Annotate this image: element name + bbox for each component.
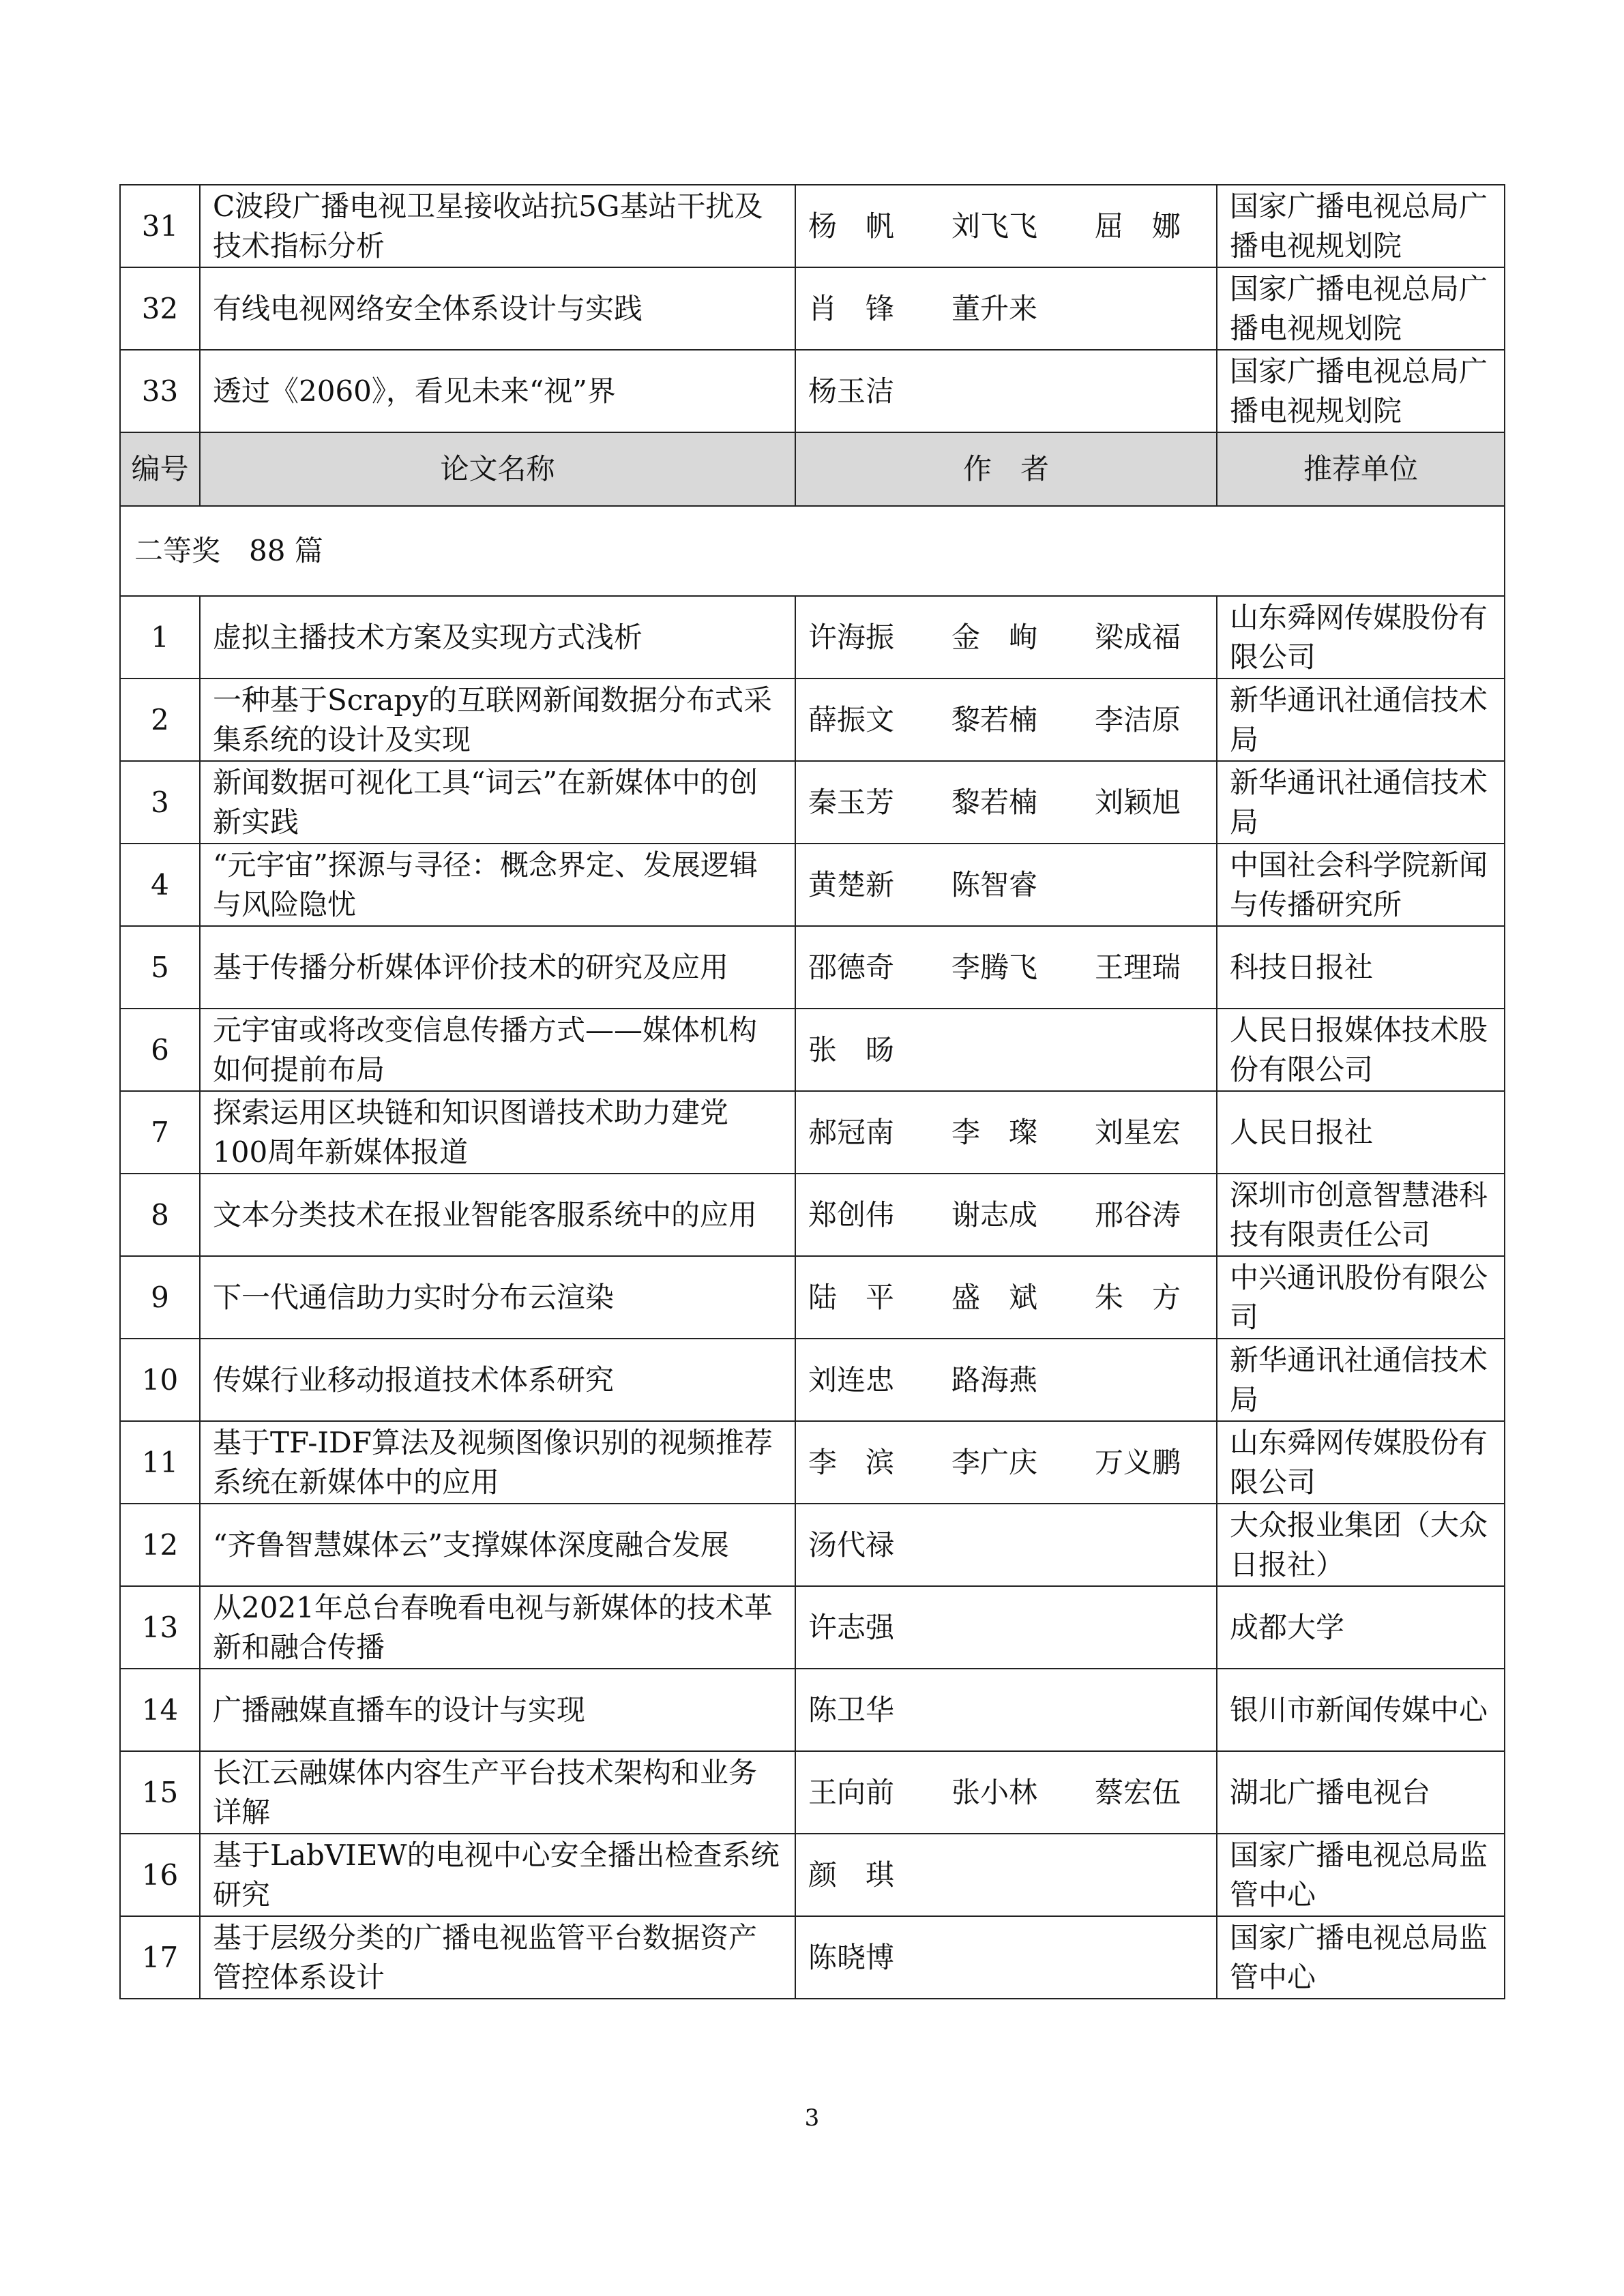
cell-paper-title: 广播融媒直播车的设计与实现 <box>200 1669 795 1751</box>
table-row <box>120 679 1505 761</box>
cell-number: 4 <box>120 844 200 926</box>
cell-paper-title: 基于层级分类的广播电视监管平台数据资产管控体系设计 <box>200 1916 795 1999</box>
cell-organization: 银川市新闻传媒中心 <box>1217 1669 1505 1751</box>
table-row <box>120 1586 1505 1669</box>
cell-paper-title: “齐鲁智慧媒体云”支撑媒体深度融合发展 <box>200 1504 795 1586</box>
cell-paper-title: 虚拟主播技术方案及实现方式浅析 <box>200 596 795 679</box>
cell-organization: 新华通讯社通信技术局 <box>1217 1339 1505 1421</box>
table-row <box>120 761 1505 844</box>
cell-organization: 人民日报媒体技术股份有限公司 <box>1217 1009 1505 1091</box>
cell-authors: 肖 锋 董升来 <box>795 267 1217 350</box>
table-row <box>120 267 1505 350</box>
cell-organization: 国家广播电视总局广播电视规划院 <box>1217 185 1505 267</box>
cell-number: 1 <box>120 596 200 679</box>
cell-organization: 新华通讯社通信技术局 <box>1217 679 1505 761</box>
cell-organization: 大众报业集团（大众日报社） <box>1217 1504 1505 1586</box>
cell-number: 14 <box>120 1669 200 1751</box>
cell-authors: 杨 帆 刘飞飞 屈 娜 <box>795 185 1217 267</box>
cell-number: 6 <box>120 1009 200 1091</box>
section-row <box>120 506 1505 596</box>
cell-paper-title: 探索运用区块链和知识图谱技术助力建党100周年新媒体报道 <box>200 1091 795 1174</box>
cell-organization: 人民日报社 <box>1217 1091 1505 1174</box>
cell-authors: 颜 琪 <box>795 1834 1217 1916</box>
cell-paper-title: 文本分类技术在报业智能客服系统中的应用 <box>200 1174 795 1256</box>
cell-authors: 刘连忠 路海燕 <box>795 1339 1217 1421</box>
cell-number: 8 <box>120 1174 200 1256</box>
cell-number: 5 <box>120 926 200 1009</box>
cell-authors: 邵德奇 李腾飞 王理瑞 <box>795 926 1217 1009</box>
cell-number: 9 <box>120 1256 200 1339</box>
cell-organization: 新华通讯社通信技术局 <box>1217 761 1505 844</box>
cell-authors: 黄楚新 陈智睿 <box>795 844 1217 926</box>
header-org: 推荐单位 <box>1217 432 1505 506</box>
table-header <box>120 432 1505 596</box>
table-row <box>120 1421 1505 1504</box>
table-body-second-prize <box>120 596 1505 1999</box>
cell-authors: 陆 平 盛 斌 朱 方 <box>795 1256 1217 1339</box>
cell-organization: 成都大学 <box>1217 1586 1505 1669</box>
cell-paper-title: 传媒行业移动报道技术体系研究 <box>200 1339 795 1421</box>
header-authors: 作 者 <box>795 432 1217 506</box>
table-row <box>120 1339 1505 1421</box>
cell-paper-title: “元宇宙”探源与寻径：概念界定、发展逻辑与风险隐忧 <box>200 844 795 926</box>
cell-paper-title: 一种基于Scrapy的互联网新闻数据分布式采集系统的设计及实现 <box>200 679 795 761</box>
cell-organization: 国家广播电视总局广播电视规划院 <box>1217 350 1505 432</box>
table-row <box>120 1256 1505 1339</box>
table-row <box>120 1174 1505 1256</box>
table-row <box>120 350 1505 432</box>
cell-authors: 郑创伟 谢志成 邢谷涛 <box>795 1174 1217 1256</box>
cell-organization: 中国社会科学院新闻与传播研究所 <box>1217 844 1505 926</box>
cell-number: 17 <box>120 1916 200 1999</box>
cell-organization: 湖北广播电视台 <box>1217 1751 1505 1834</box>
table-row <box>120 1751 1505 1834</box>
cell-authors: 李 滨 李广庆 万义鹏 <box>795 1421 1217 1504</box>
header-num: 编号 <box>120 432 200 506</box>
cell-paper-title: 有线电视网络安全体系设计与实践 <box>200 267 795 350</box>
cell-paper-title: 长江云融媒体内容生产平台技术架构和业务详解 <box>200 1751 795 1834</box>
cell-number: 11 <box>120 1421 200 1504</box>
cell-authors: 郝冠南 李 璨 刘星宏 <box>795 1091 1217 1174</box>
table-row <box>120 596 1505 679</box>
cell-authors: 张 旸 <box>795 1009 1217 1091</box>
cell-organization: 深圳市创意智慧港科技有限责任公司 <box>1217 1174 1505 1256</box>
header-row <box>120 432 1505 506</box>
cell-organization: 中兴通讯股份有限公司 <box>1217 1256 1505 1339</box>
cell-paper-title: 从2021年总台春晚看电视与新媒体的技术革新和融合传播 <box>200 1586 795 1669</box>
cell-organization: 山东舜网传媒股份有限公司 <box>1217 596 1505 679</box>
cell-number: 13 <box>120 1586 200 1669</box>
cell-number: 7 <box>120 1091 200 1174</box>
page-number: 3 <box>804 2104 820 2132</box>
cell-paper-title: C波段广播电视卫星接收站抗5G基站干扰及技术指标分析 <box>200 185 795 267</box>
cell-paper-title: 基于LabVIEW的电视中心安全播出检查系统研究 <box>200 1834 795 1916</box>
cell-authors: 陈卫华 <box>795 1669 1217 1751</box>
cell-organization: 国家广播电视总局监管中心 <box>1217 1834 1505 1916</box>
table-row <box>120 1669 1505 1751</box>
cell-paper-title: 基于TF-IDF算法及视频图像识别的视频推荐系统在新媒体中的应用 <box>200 1421 795 1504</box>
cell-paper-title: 元宇宙或将改变信息传播方式——媒体机构如何提前布局 <box>200 1009 795 1091</box>
cell-authors: 许志强 <box>795 1586 1217 1669</box>
cell-authors: 许海振 金 峋 梁成福 <box>795 596 1217 679</box>
cell-number: 15 <box>120 1751 200 1834</box>
awards-table <box>119 184 1505 1999</box>
section-label: 二等奖 88 篇 <box>120 506 1505 596</box>
table-row <box>120 1916 1505 1999</box>
cell-paper-title: 下一代通信助力实时分布云渲染 <box>200 1256 795 1339</box>
cell-number: 16 <box>120 1834 200 1916</box>
table-row <box>120 1504 1505 1586</box>
cell-authors: 王向前 张小林 蔡宏伍 <box>795 1751 1217 1834</box>
cell-number: 2 <box>120 679 200 761</box>
cell-organization: 科技日报社 <box>1217 926 1505 1009</box>
cell-authors: 薛振文 黎若楠 李洁原 <box>795 679 1217 761</box>
cell-organization: 山东舜网传媒股份有限公司 <box>1217 1421 1505 1504</box>
table-body-continued <box>120 185 1505 432</box>
table-row <box>120 1834 1505 1916</box>
cell-organization: 国家广播电视总局监管中心 <box>1217 1916 1505 1999</box>
table-row <box>120 1009 1505 1091</box>
cell-authors: 杨玉洁 <box>795 350 1217 432</box>
cell-paper-title: 透过《2060》，看见未来“视”界 <box>200 350 795 432</box>
cell-authors: 秦玉芳 黎若楠 刘颖旭 <box>795 761 1217 844</box>
cell-number: 31 <box>120 185 200 267</box>
table-row <box>120 1091 1505 1174</box>
cell-number: 33 <box>120 350 200 432</box>
cell-number: 3 <box>120 761 200 844</box>
cell-organization: 国家广播电视总局广播电视规划院 <box>1217 267 1505 350</box>
cell-number: 10 <box>120 1339 200 1421</box>
cell-authors: 汤代禄 <box>795 1504 1217 1586</box>
cell-paper-title: 基于传播分析媒体评价技术的研究及应用 <box>200 926 795 1009</box>
cell-number: 12 <box>120 1504 200 1586</box>
cell-paper-title: 新闻数据可视化工具“词云”在新媒体中的创新实践 <box>200 761 795 844</box>
cell-number: 32 <box>120 267 200 350</box>
table-row <box>120 185 1505 267</box>
cell-authors: 陈晓博 <box>795 1916 1217 1999</box>
table-row <box>120 844 1505 926</box>
table-row <box>120 926 1505 1009</box>
header-title: 论文名称 <box>200 432 795 506</box>
